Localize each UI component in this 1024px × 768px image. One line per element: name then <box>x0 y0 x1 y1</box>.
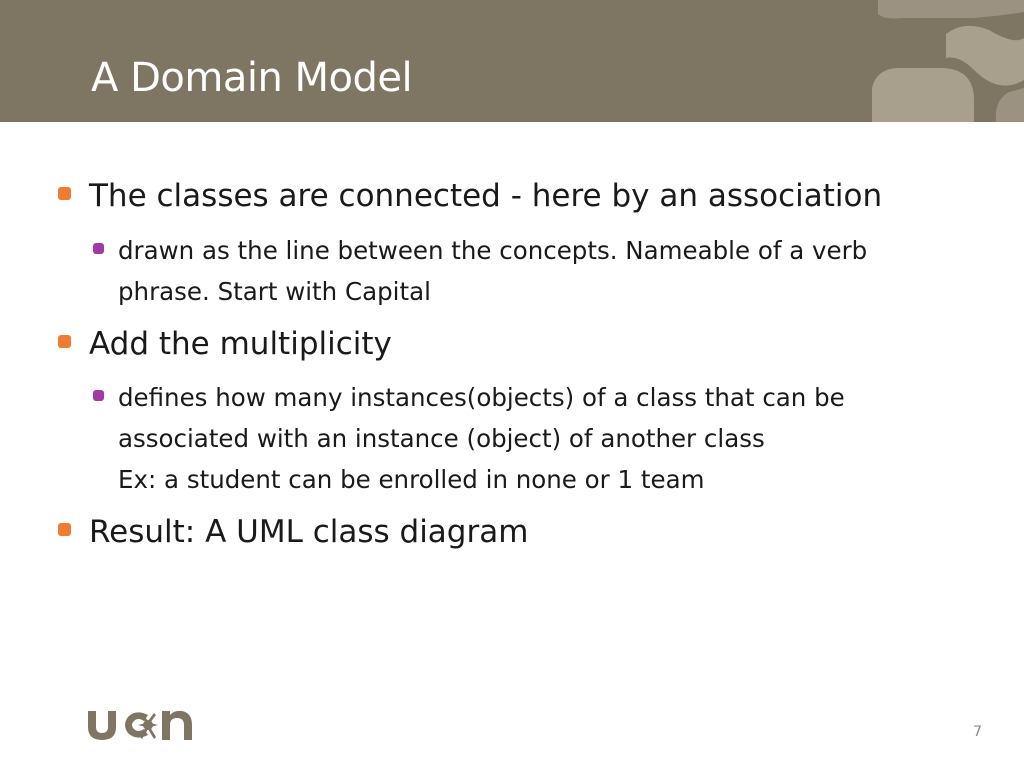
bullet-line: associated with an instance (object) of another class <box>118 424 765 453</box>
page-number: 7 <box>973 724 982 740</box>
ucn-logo-icon <box>86 705 194 741</box>
bullet-text <box>118 230 867 312</box>
bullet-line: drawn as the line between the concepts. Nameable of a verb <box>118 236 868 265</box>
bullet-line: defines how many instances(objects) of a class that can be <box>118 383 845 412</box>
orange-bullet-icon <box>58 523 71 536</box>
slide-header <box>0 0 1024 122</box>
header-decoration-icon <box>824 0 1024 122</box>
bullet-text: The classes are connected - here by an association <box>89 178 883 214</box>
orange-bullet-icon <box>58 335 71 348</box>
bullet-line: phrase. Start with Capital <box>118 277 431 306</box>
slide-title: A Domain Model <box>91 55 413 101</box>
bullet-text: Add the multiplicity <box>89 326 392 362</box>
purple-bullet-icon <box>93 243 104 254</box>
purple-bullet-icon <box>93 390 104 401</box>
bullet-text: Result: A UML class diagram <box>89 514 529 550</box>
bullet-line: Ex: a student can be enrolled in none or 1 team <box>118 465 705 494</box>
orange-bullet-icon <box>58 187 71 200</box>
bullet-text <box>118 377 845 500</box>
